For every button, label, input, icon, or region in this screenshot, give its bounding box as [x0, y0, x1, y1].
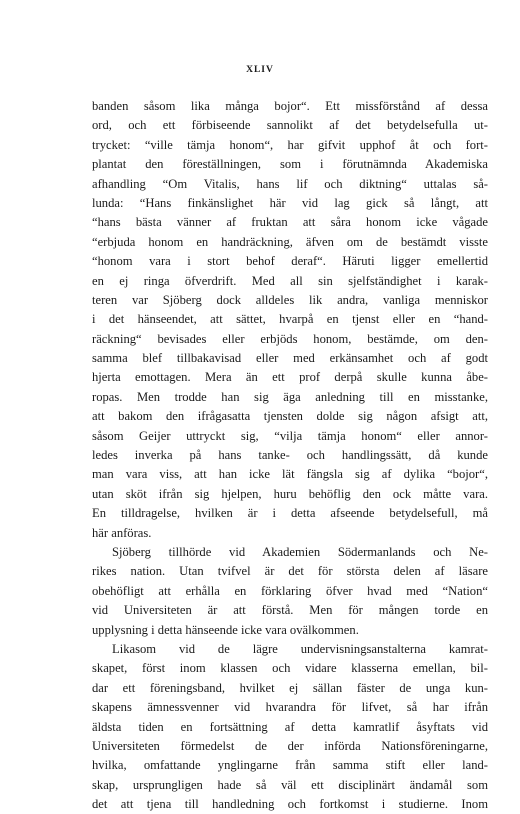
text-line: man vara viss, att han icke lät fängsla sig af dylika “bojor“, — [92, 467, 488, 482]
text-line: rikes nation. Utan tvifvel är det för största delen af läsare — [92, 564, 488, 579]
text-line: här anföras. — [92, 525, 152, 540]
text-line: lunda: “Hans finkänslighet här vid lag gick så långt, att — [92, 195, 488, 210]
text-line: obehöfligt att erhålla en förklaring öfver hvad med “Nation“ — [92, 583, 488, 598]
text-line: utan sköt ifrån sig hjelpen, huru behöflig den ock måtte vara. — [92, 486, 488, 501]
body-text — [92, 97, 488, 814]
text-line: ord, och ett förbiseende sannolikt af det betydelsefulla ut- — [92, 118, 488, 133]
page-number: XLIV — [246, 65, 274, 75]
text-line: vid Universiteten är att förstå. Men för mången torde en — [92, 603, 488, 618]
text-line: plantat den föreställningen, som i förutnämnda Akademiska — [92, 157, 488, 172]
text-line: dar ett föreningsband, hvilket ej sällan fäster de unga kun- — [92, 680, 488, 695]
text-line: det att tjena till handledning och fortkomst i studierne. Inom — [92, 797, 488, 812]
text-line: såsom Geijer uttryckt sig, “vilja tämja honom“ eller annor- — [92, 428, 488, 443]
text-line: upplysning i detta hänseende icke vara ovälkommen. — [92, 622, 359, 637]
text-line: hvilka, omfattande ynglingarne från samma stift eller land- — [92, 758, 488, 773]
text-line: teren var Sjöberg dock alldeles lik andra, vanliga menniskor — [92, 292, 488, 307]
text-line: “erbjuda honom en handräckning, äfven om de bestämdt visste — [92, 234, 488, 249]
text-line: “honom vara i stort behof deraf“. Häruti ligger emellertid — [92, 254, 488, 269]
text-line: Likasom vid de lägre undervisningsanstalterna kamrat- — [112, 641, 488, 656]
text-line: skapet, först inom klassen och vidare klasserna emellan, bil- — [92, 661, 488, 676]
text-line: skap, ursprungligen hade så väl ett disciplinärt ändamål som — [92, 777, 488, 792]
text-line: räckning“ bevisades eller erbjöds honom, bestämde, om den- — [92, 331, 488, 346]
text-line: äldsta tiden en fortsättning af detta kamratlif åsyftats vid — [92, 719, 488, 734]
text-line: samma blef tillbakavisad eller med erkänsamhet och af godt — [92, 351, 488, 366]
text-line: i det hänseendet, att sättet, hvarpå en tjenst eller en “hand- — [92, 312, 488, 327]
text-line: att bakom den ifrågasatta tjensten dolde sig någon afsigt att, — [92, 409, 488, 424]
text-line: Sjöberg tillhörde vid Akademien Södermanlands och Ne- — [112, 544, 488, 559]
text-line: skapens ämnessvenner vid hvarandra för lifvet, så har ifrån — [92, 700, 488, 715]
text-line: afhandling “Om Vitalis, hans lif och diktning“ uttalas så- — [92, 176, 488, 191]
text-line: hjerta emottagen. Mera än ett prof derpå skulle kunna åbe- — [92, 370, 488, 385]
text-line: trycket: “ville tämja honom“, har gifvit upphof åt och fort- — [92, 137, 488, 152]
text-line: en ej ringa öfverdrift. Med all sin sjelfständighet i karak- — [92, 273, 488, 288]
text-line: “hans bästa vänner af fruktan att såra honom icke vågade — [92, 215, 488, 230]
text-line: ledes inverka på hans tanke- och handlingssätt, då kunde — [92, 448, 488, 463]
text-line: banden såsom lika många bojor“. Ett missförstånd af dessa — [92, 99, 488, 113]
text-line: Universiteten förmedelst de der införda Nationsföreningarne, — [92, 738, 488, 753]
text-line: ropas. Men trodde han sig äga anledning till en misstanke, — [92, 389, 488, 404]
text-line: En tilldragelse, hvilken är i detta afseende betydelsefull, må — [92, 506, 488, 521]
